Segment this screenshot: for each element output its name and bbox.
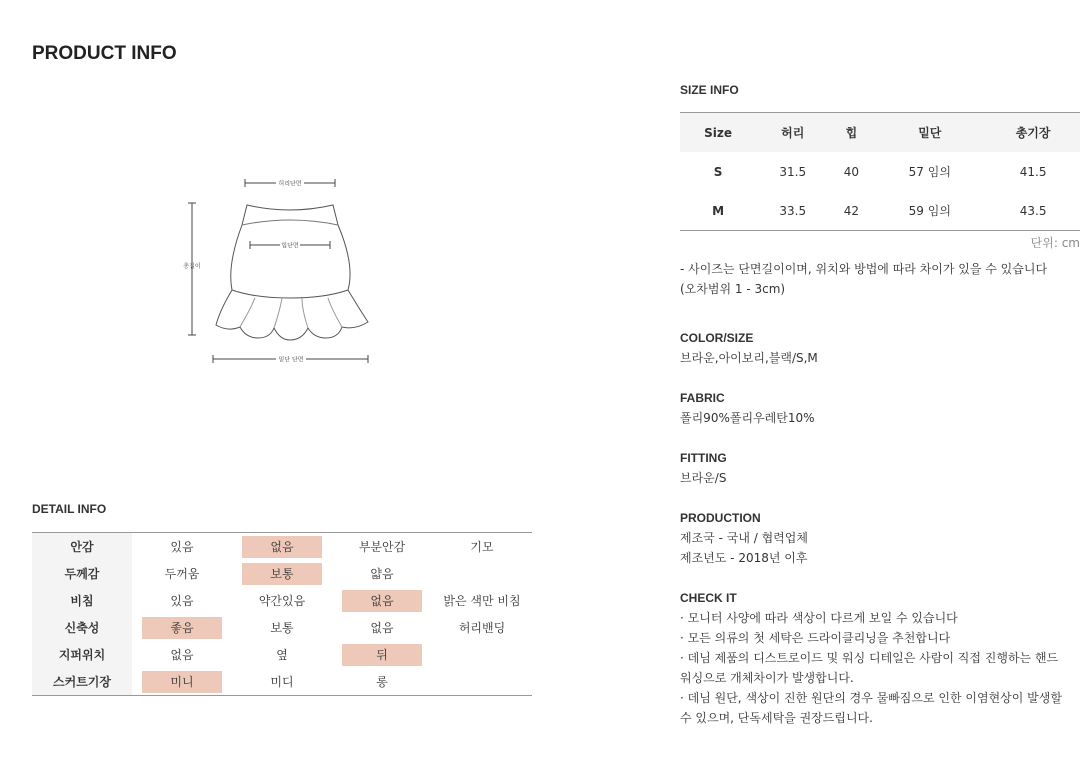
hem-measure-label: 밑단 단면 (278, 356, 304, 364)
detail-option: 약간있음 (258, 593, 306, 608)
detail-option: 허리밴딩 (458, 620, 506, 635)
detail-row-label: 스커트기장 (32, 668, 132, 696)
color-size-value: 브라운,아이보리,블랙/S,M (680, 351, 818, 365)
detail-option-cell (132, 614, 232, 641)
detail-option-cell (432, 641, 532, 668)
detail-option-cell (132, 560, 232, 587)
detail-option-cell (232, 560, 332, 587)
detail-row-label: 비침 (32, 587, 132, 614)
page-title: PRODUCT INFO (32, 43, 177, 64)
size-row (680, 191, 1080, 231)
size-column-header: 힙 (829, 113, 873, 153)
detail-option-cell (432, 533, 532, 561)
detail-option-cell (332, 587, 432, 614)
production-heading: PRODUCTION (680, 511, 761, 525)
detail-option-cell (232, 587, 332, 614)
detail-option (442, 669, 522, 691)
detail-option: 있음 (170, 593, 194, 608)
detail-option-cell (232, 533, 332, 561)
check-it-line: · 데님 제품의 디스트로이드 및 워싱 디테일은 사람이 직접 진행하는 핸드 (680, 651, 1059, 665)
size-name-cell: S (713, 164, 723, 179)
fabric-heading: FABRIC (680, 391, 725, 405)
detail-option-cell (232, 668, 332, 696)
fabric-value: 폴리90%폴리우레탄10% (680, 411, 815, 425)
size-value-cell: 31.5 (779, 164, 807, 179)
detail-option-selected: 없음 (342, 590, 422, 612)
size-column-header: 허리 (756, 113, 829, 153)
production-country: 제조국 - 국내 / 협력업체 (680, 531, 808, 545)
detail-option-cell (232, 641, 332, 668)
detail-option: 롱 (376, 674, 388, 689)
detail-option: 밝은 색만 비침 (443, 593, 521, 608)
detail-option-cell (132, 587, 232, 614)
check-it-line: 수 있으며, 단독세탁을 권장드립니다. (680, 711, 873, 725)
detail-row (32, 614, 532, 641)
size-value-cell: 59 임의 (908, 204, 951, 218)
detail-option-cell (332, 668, 432, 696)
fitting-value: 브라운/S (680, 471, 727, 485)
check-it-line: · 모니터 사양에 따라 색상이 다르게 보일 수 있습니다 (680, 611, 958, 625)
production-section (680, 508, 808, 568)
size-value-cell: 33.5 (779, 203, 807, 218)
size-row (680, 152, 1080, 191)
detail-option (442, 561, 522, 583)
size-column-header: 총기장 (986, 113, 1080, 153)
detail-option-cell (432, 668, 532, 696)
detail-option-cell (332, 614, 432, 641)
size-info-heading: SIZE INFO (680, 83, 739, 97)
detail-option-cell (432, 560, 532, 587)
skirt-measurement-diagram (180, 170, 380, 370)
size-column-header: Size (680, 113, 756, 153)
detail-option: 부분안감 (358, 539, 406, 554)
fabric-section (680, 388, 815, 428)
detail-option-selected: 보통 (242, 563, 322, 585)
color-size-heading: COLOR/SIZE (680, 331, 754, 345)
size-note-line: (오차범위 1 - 3cm) (680, 282, 786, 296)
detail-info-heading: DETAIL INFO (32, 502, 107, 516)
check-it-line: 워싱으로 개체차이가 발생합니다. (680, 671, 854, 685)
fitting-heading: FITTING (680, 451, 727, 465)
detail-row (32, 533, 532, 561)
detail-option: 얇음 (370, 566, 394, 581)
detail-option-cell (432, 587, 532, 614)
detail-option-cell (432, 614, 532, 641)
detail-option-cell (332, 641, 432, 668)
detail-option-cell (132, 533, 232, 561)
fitting-section (680, 448, 727, 488)
size-value-cell: 42 (843, 203, 860, 218)
detail-option: 있음 (170, 539, 194, 554)
detail-option-cell (332, 560, 432, 587)
unit-label: 단위: cm (1030, 236, 1080, 250)
size-note (680, 259, 1080, 299)
detail-row (32, 668, 532, 696)
detail-row-label: 안감 (32, 533, 132, 561)
size-column-header: 밑단 (873, 113, 986, 153)
detail-info-table (32, 532, 532, 696)
detail-row (32, 560, 532, 587)
detail-option-selected: 뒤 (342, 644, 422, 666)
detail-option-cell (132, 668, 232, 696)
detail-row-label: 신축성 (32, 614, 132, 641)
size-value-cell: 40 (843, 164, 860, 179)
detail-row (32, 641, 532, 668)
detail-option: 없음 (170, 647, 194, 662)
check-it-line: · 모든 의류의 첫 세탁은 드라이클리닝을 추천합니다 (680, 631, 951, 645)
check-it-line: · 데님 원단, 색상이 진한 원단의 경우 물빠짐으로 인한 이염현상이 발생할 (680, 691, 1062, 705)
detail-row (32, 587, 532, 614)
detail-option: 보통 (270, 620, 294, 635)
waist-measure-label: 허리단면 (278, 180, 302, 188)
size-value-cell: 57 임의 (908, 165, 951, 179)
color-size-section (680, 328, 818, 368)
size-value-cell: 41.5 (1019, 164, 1047, 179)
detail-option: 옆 (276, 647, 288, 662)
detail-option: 두꺼움 (164, 566, 200, 581)
detail-option: 기모 (470, 539, 494, 554)
size-note-line: - 사이즈는 단면길이이며, 위치와 방법에 따라 차이가 있을 수 있습니다 (680, 262, 1048, 276)
size-info-table (680, 112, 1080, 231)
detail-row-label: 두께감 (32, 560, 132, 587)
size-name-cell: M (712, 203, 725, 218)
detail-option-selected: 좋음 (142, 617, 222, 639)
detail-option (442, 642, 522, 664)
detail-option-selected: 없음 (242, 536, 322, 558)
detail-option-cell (232, 614, 332, 641)
detail-option-selected: 미니 (142, 671, 222, 693)
check-it-heading: CHECK IT (680, 591, 737, 605)
detail-row-label: 지퍼위치 (32, 641, 132, 668)
hip-measure-label: 힙단면 (281, 242, 299, 250)
detail-option: 없음 (370, 620, 394, 635)
detail-option-cell (332, 533, 432, 561)
check-it-section (680, 588, 1062, 728)
length-measure-label: 총길이 (183, 263, 201, 270)
production-year: 제조년도 - 2018년 이후 (680, 551, 808, 565)
detail-option: 미디 (270, 674, 294, 689)
detail-option-cell (132, 641, 232, 668)
size-value-cell: 43.5 (1019, 203, 1047, 218)
